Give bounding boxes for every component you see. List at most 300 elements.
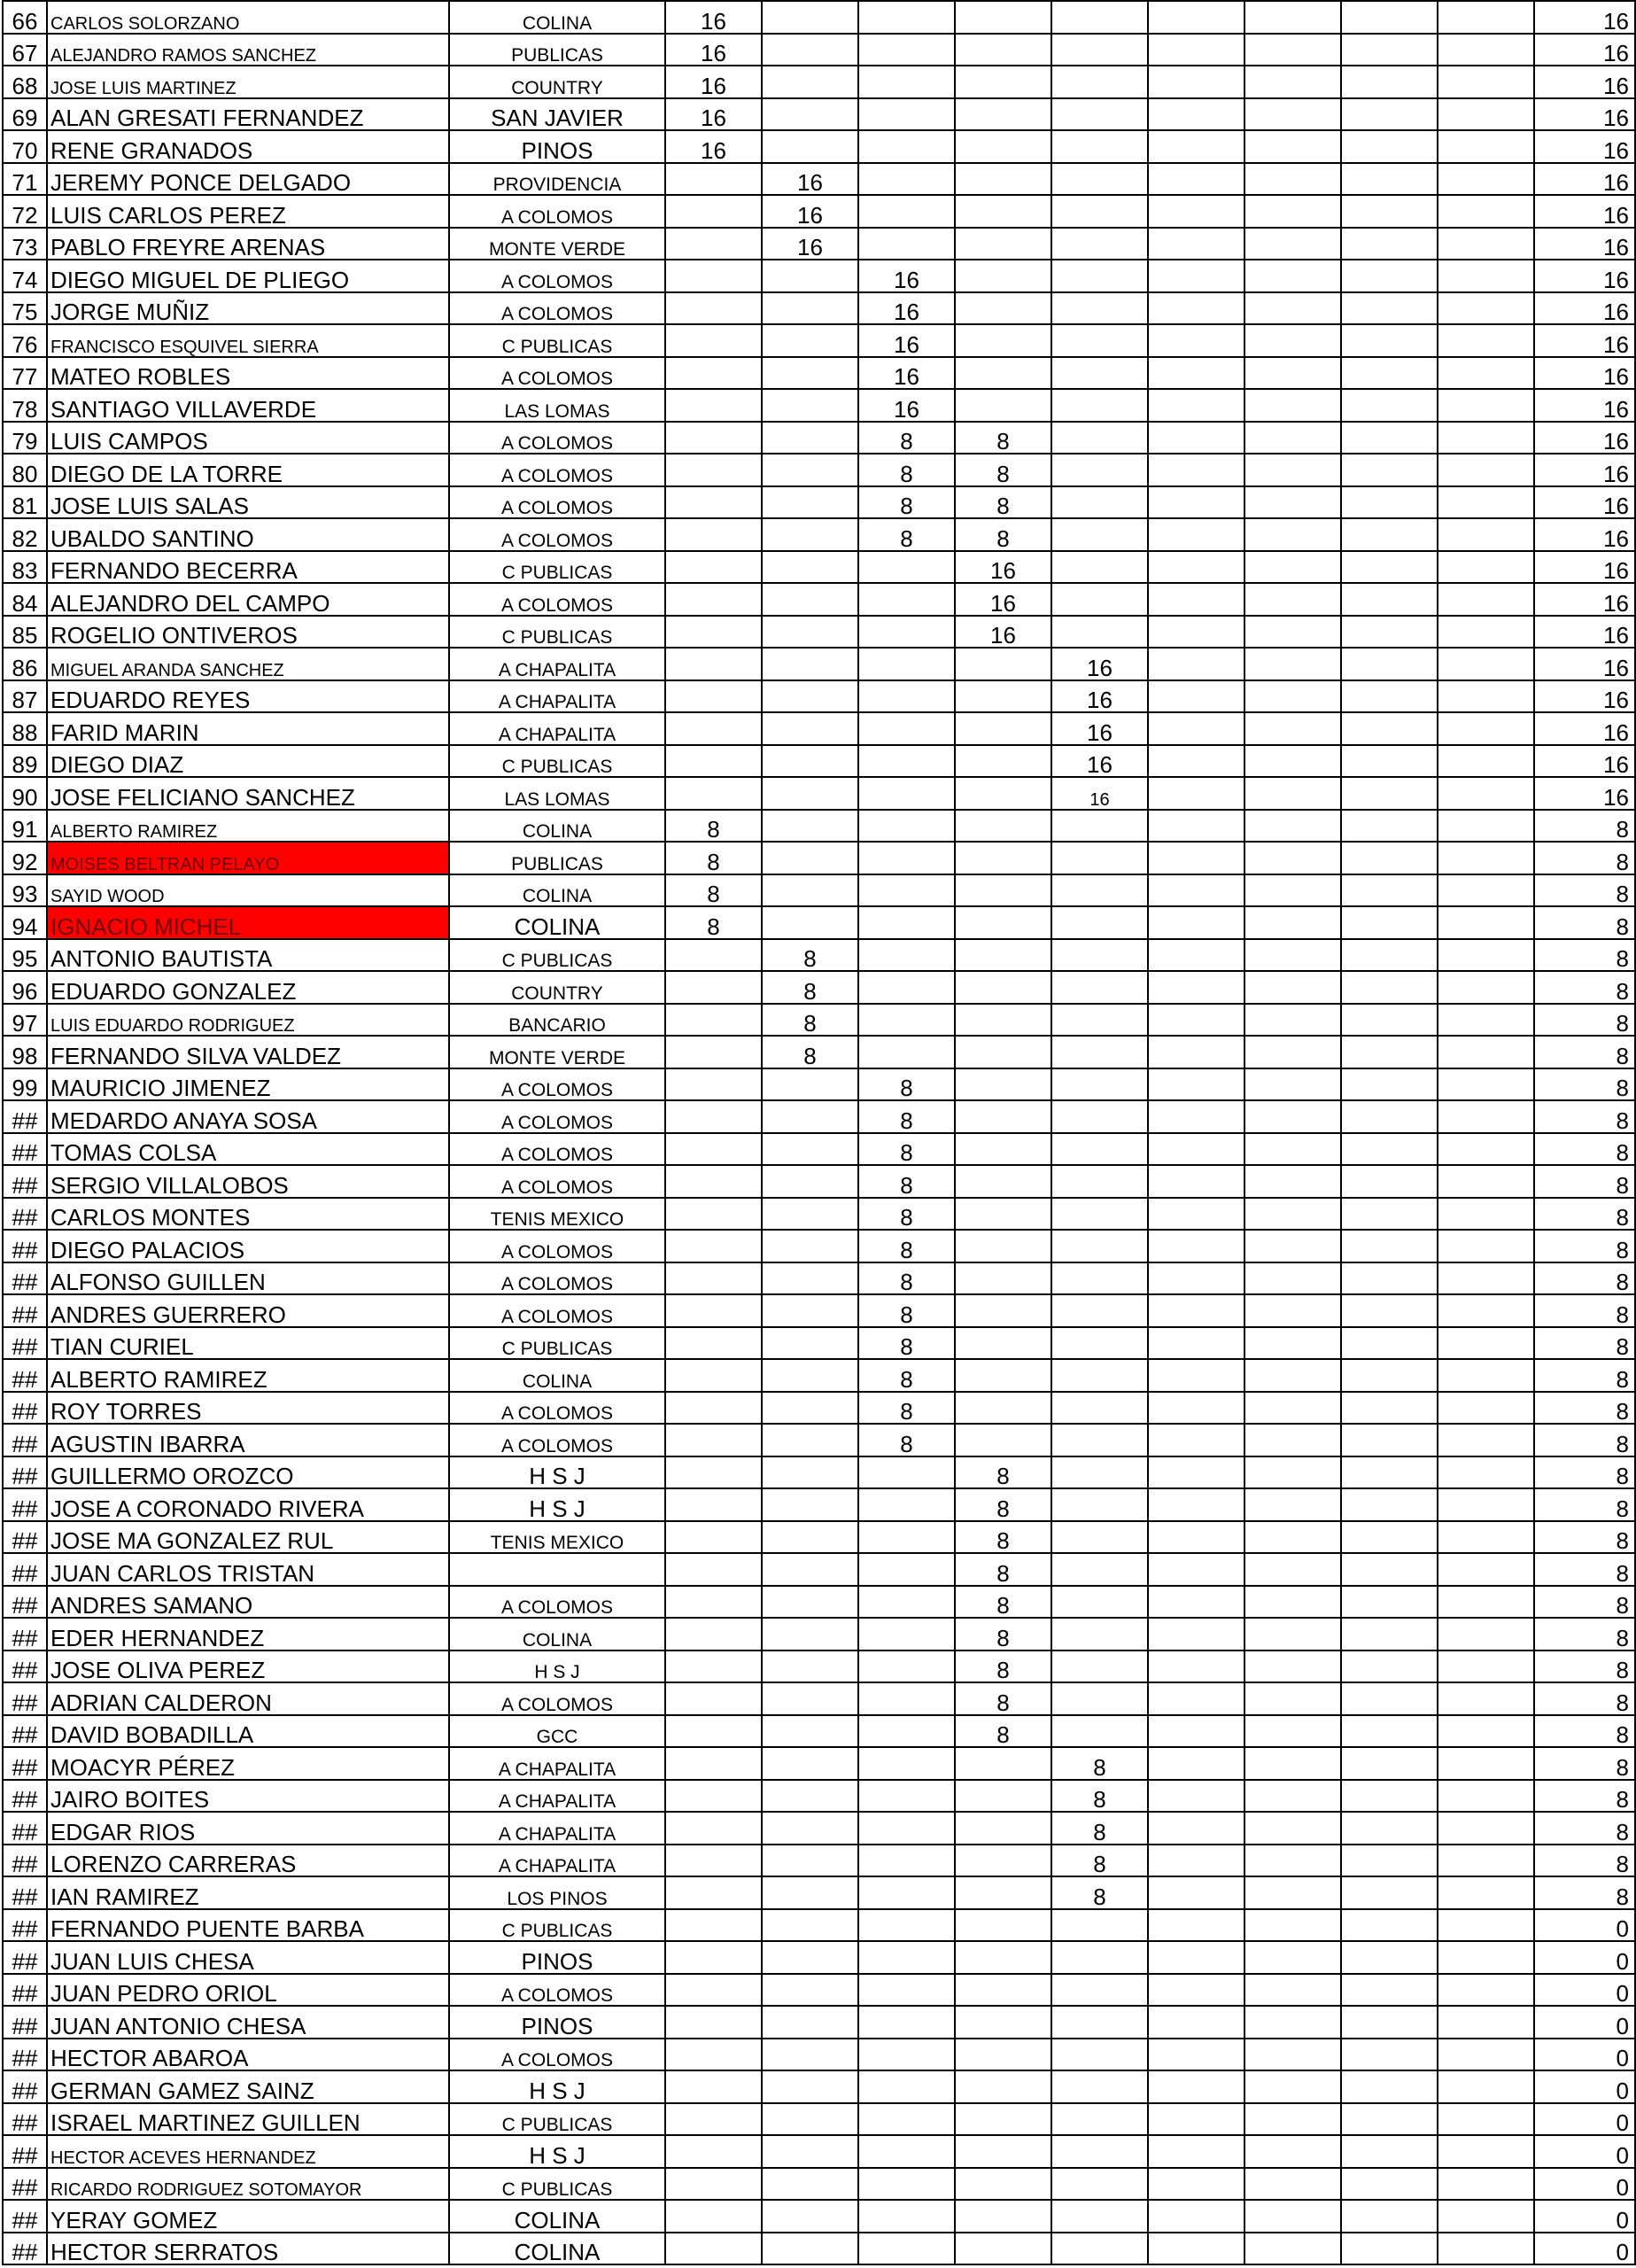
points-cell: [955, 260, 1051, 292]
points-cell: [1051, 1359, 1148, 1392]
points-cell: [762, 1651, 858, 1683]
points-cell: [858, 1, 955, 34]
points-cell: [762, 1974, 858, 2007]
points-cell: [1438, 66, 1534, 98]
points-cell: [1341, 98, 1438, 131]
points-cell: [1148, 1133, 1244, 1166]
player-name-cell: HECTOR ACEVES HERNANDEZ: [47, 2135, 449, 2168]
points-cell: [1148, 1359, 1244, 1392]
points-cell: [1051, 130, 1148, 163]
table-row: [3, 357, 1635, 390]
table-row: [3, 939, 1635, 972]
points-cell: [762, 2168, 858, 2201]
points-cell: 8: [955, 518, 1051, 551]
points-cell: [1051, 1165, 1148, 1198]
club-cell: A CHAPALITA: [449, 1747, 665, 1780]
points-cell: [1341, 1553, 1438, 1586]
points-cell: [1051, 1100, 1148, 1133]
points-cell: 8: [858, 1068, 955, 1101]
points-cell: [762, 1780, 858, 1813]
points-cell: [1438, 1165, 1534, 1198]
points-cell: [665, 1068, 762, 1101]
player-name-cell: ROY TORRES: [47, 1392, 449, 1425]
player-name-cell: RICARDO RODRIGUEZ SOTOMAYOR: [47, 2168, 449, 2201]
table-row: [3, 130, 1635, 163]
points-cell: 16: [1051, 680, 1148, 713]
points-cell: [1148, 1715, 1244, 1748]
points-cell: [1438, 1812, 1534, 1845]
points-cell: [762, 34, 858, 66]
club-cell: C PUBLICAS: [449, 2103, 665, 2136]
points-cell: [1341, 1004, 1438, 1037]
points-cell: [1438, 1133, 1534, 1166]
points-cell: [1244, 98, 1341, 131]
points-cell: [1438, 260, 1534, 292]
table-row: [3, 163, 1635, 196]
points-cell: [955, 1845, 1051, 1877]
points-cell: [955, 98, 1051, 131]
points-cell: [858, 2039, 955, 2071]
total-cell: 16: [1534, 228, 1635, 260]
points-cell: [1051, 1198, 1148, 1231]
points-cell: [1148, 1586, 1244, 1619]
points-cell: [1148, 1780, 1244, 1813]
table-row: [3, 1845, 1635, 1877]
points-cell: [762, 648, 858, 680]
table-row: [3, 2070, 1635, 2103]
rank-cell: ##: [3, 1424, 47, 1456]
points-cell: [762, 712, 858, 745]
points-cell: [1341, 1133, 1438, 1166]
points-cell: [1244, 1456, 1341, 1489]
club-cell: COUNTRY: [449, 971, 665, 1004]
rank-cell: ##: [3, 1488, 47, 1521]
total-cell: 16: [1534, 712, 1635, 745]
points-cell: [1438, 2103, 1534, 2136]
rank-cell: 93: [3, 874, 47, 907]
rank-cell: ##: [3, 1715, 47, 1748]
points-cell: [1244, 1165, 1341, 1198]
table-row: [3, 1262, 1635, 1295]
points-cell: [955, 648, 1051, 680]
rank-cell: ##: [3, 1100, 47, 1133]
points-cell: [1148, 1036, 1244, 1068]
points-cell: [1438, 195, 1534, 228]
points-cell: [762, 66, 858, 98]
points-cell: [1148, 2200, 1244, 2233]
total-cell: 0: [1534, 2070, 1635, 2103]
player-name-cell: JOSE LUIS SALAS: [47, 486, 449, 519]
points-cell: [955, 389, 1051, 422]
points-cell: [1341, 1036, 1438, 1068]
points-cell: 8: [858, 1392, 955, 1425]
points-cell: [1148, 616, 1244, 649]
club-cell: A COLOMOS: [449, 454, 665, 486]
points-cell: [1051, 1133, 1148, 1166]
rank-cell: 76: [3, 324, 47, 357]
club-cell: C PUBLICAS: [449, 2168, 665, 2201]
points-cell: [762, 2070, 858, 2103]
points-cell: [1148, 1488, 1244, 1521]
points-cell: [1051, 195, 1148, 228]
points-cell: [1438, 357, 1534, 390]
player-name-cell: JUAN LUIS CHESA: [47, 1941, 449, 1974]
points-cell: [762, 1456, 858, 1489]
points-cell: [955, 1424, 1051, 1456]
points-cell: [1438, 1198, 1534, 1231]
points-cell: [1051, 1909, 1148, 1942]
rank-cell: 87: [3, 680, 47, 713]
points-cell: [1341, 680, 1438, 713]
points-cell: [1341, 195, 1438, 228]
points-cell: [1148, 551, 1244, 584]
points-cell: [1148, 1198, 1244, 1231]
club-cell: A COLOMOS: [449, 292, 665, 325]
points-cell: [665, 777, 762, 810]
table-row: [3, 1715, 1635, 1748]
points-cell: [1148, 1618, 1244, 1651]
points-cell: 16: [665, 34, 762, 66]
points-cell: [858, 939, 955, 972]
points-cell: [1051, 1068, 1148, 1101]
rank-cell: ##: [3, 1133, 47, 1166]
rank-cell: ##: [3, 1682, 47, 1715]
points-cell: [1051, 1036, 1148, 1068]
club-cell: COLINA: [449, 1359, 665, 1392]
total-cell: 0: [1534, 2039, 1635, 2071]
points-cell: [1438, 1424, 1534, 1456]
points-cell: [1341, 874, 1438, 907]
total-cell: 8: [1534, 1682, 1635, 1715]
points-cell: [1244, 1909, 1341, 1942]
points-cell: [858, 98, 955, 131]
points-cell: [858, 1941, 955, 1974]
points-cell: [1244, 810, 1341, 843]
points-cell: [1438, 1327, 1534, 1360]
player-name-cell: ALBERTO RAMIREZ: [47, 1359, 449, 1392]
points-cell: 8: [762, 1004, 858, 1037]
points-cell: 8: [1051, 1747, 1148, 1780]
points-cell: [1438, 939, 1534, 972]
points-cell: [665, 357, 762, 390]
rank-cell: ##: [3, 2039, 47, 2071]
points-cell: [762, 1327, 858, 1360]
points-cell: 16: [665, 98, 762, 131]
total-cell: 8: [1534, 1424, 1635, 1456]
points-cell: [858, 1488, 955, 1521]
points-cell: [955, 2135, 1051, 2168]
points-cell: [1051, 1488, 1148, 1521]
points-cell: [1051, 1974, 1148, 2007]
points-cell: [1244, 1262, 1341, 1295]
points-cell: [762, 130, 858, 163]
points-cell: [1051, 2070, 1148, 2103]
points-cell: [1148, 842, 1244, 874]
rank-cell: 77: [3, 357, 47, 390]
points-cell: [1341, 1294, 1438, 1327]
points-cell: [665, 1392, 762, 1425]
points-cell: [1051, 163, 1148, 196]
club-cell: LOS PINOS: [449, 1876, 665, 1909]
total-cell: 8: [1534, 1553, 1635, 1586]
player-name-cell: IAN RAMIREZ: [47, 1876, 449, 1909]
rank-cell: 66: [3, 1, 47, 34]
points-cell: [1341, 1586, 1438, 1619]
points-cell: [1051, 66, 1148, 98]
points-cell: 8: [665, 810, 762, 843]
points-cell: [1438, 1586, 1534, 1619]
rank-cell: ##: [3, 1651, 47, 1683]
points-cell: [1244, 260, 1341, 292]
rank-cell: 75: [3, 292, 47, 325]
player-name-cell: ALFONSO GUILLEN: [47, 1262, 449, 1295]
player-name-cell: SERGIO VILLALOBOS: [47, 1165, 449, 1198]
points-cell: [1341, 2039, 1438, 2071]
points-cell: [1438, 616, 1534, 649]
table-row: [3, 2103, 1635, 2136]
points-cell: [1244, 1036, 1341, 1068]
points-cell: [858, 1456, 955, 1489]
total-cell: 16: [1534, 422, 1635, 454]
points-cell: [1244, 1100, 1341, 1133]
points-cell: [762, 389, 858, 422]
points-cell: [1051, 34, 1148, 66]
points-cell: 16: [858, 260, 955, 292]
rank-cell: 83: [3, 551, 47, 584]
points-cell: [665, 1294, 762, 1327]
points-cell: [762, 842, 858, 874]
points-cell: [1051, 2006, 1148, 2039]
club-cell: A CHAPALITA: [449, 1845, 665, 1877]
table-row: [3, 1230, 1635, 1262]
table-row: [3, 1359, 1635, 1392]
points-cell: [762, 1488, 858, 1521]
points-cell: [1341, 389, 1438, 422]
points-cell: [1244, 357, 1341, 390]
total-cell: 8: [1534, 939, 1635, 972]
rank-cell: 78: [3, 389, 47, 422]
points-cell: [665, 1974, 762, 2007]
club-cell: PROVIDENCIA: [449, 163, 665, 196]
points-cell: [1438, 1004, 1534, 1037]
points-cell: [1244, 1586, 1341, 1619]
points-cell: [955, 1133, 1051, 1166]
points-cell: [1341, 2200, 1438, 2233]
points-cell: [1438, 583, 1534, 616]
club-cell: A COLOMOS: [449, 1165, 665, 1198]
points-cell: [665, 2200, 762, 2233]
points-cell: [1244, 1294, 1341, 1327]
points-cell: 16: [762, 195, 858, 228]
points-cell: [1341, 130, 1438, 163]
points-cell: [1148, 34, 1244, 66]
points-cell: [858, 2135, 955, 2168]
player-name-cell: JORGE MUÑIZ: [47, 292, 449, 325]
points-cell: [1148, 1100, 1244, 1133]
points-cell: 16: [762, 228, 858, 260]
table-row: [3, 2200, 1635, 2233]
points-cell: [1051, 2135, 1148, 2168]
points-cell: [665, 939, 762, 972]
player-name-cell: CARLOS MONTES: [47, 1198, 449, 1231]
total-cell: 8: [1534, 1392, 1635, 1425]
total-cell: 16: [1534, 1, 1635, 34]
points-cell: 8: [762, 971, 858, 1004]
points-cell: [665, 1100, 762, 1133]
points-cell: [1051, 939, 1148, 972]
points-cell: 8: [1051, 1780, 1148, 1813]
table-row: [3, 292, 1635, 325]
points-cell: 16: [665, 1, 762, 34]
points-cell: [762, 422, 858, 454]
points-cell: [665, 1521, 762, 1554]
club-cell: BANCARIO: [449, 1004, 665, 1037]
club-cell: GCC: [449, 1715, 665, 1748]
points-cell: [762, 1812, 858, 1845]
club-cell: A COLOMOS: [449, 518, 665, 551]
total-cell: 8: [1534, 810, 1635, 843]
points-cell: [858, 1780, 955, 1813]
total-cell: 16: [1534, 486, 1635, 519]
total-cell: 16: [1534, 680, 1635, 713]
table-row: [3, 2006, 1635, 2039]
rank-cell: ##: [3, 1230, 47, 1262]
points-cell: [955, 2006, 1051, 2039]
rank-cell: 88: [3, 712, 47, 745]
points-cell: [1051, 422, 1148, 454]
points-cell: [955, 1909, 1051, 1942]
points-cell: [1438, 2006, 1534, 2039]
points-cell: [665, 195, 762, 228]
points-cell: [1341, 2006, 1438, 2039]
points-cell: [1244, 518, 1341, 551]
club-cell: A CHAPALITA: [449, 680, 665, 713]
points-cell: 8: [955, 422, 1051, 454]
points-cell: [1438, 1682, 1534, 1715]
player-name-cell: HECTOR SERRATOS: [47, 2233, 449, 2265]
total-cell: 16: [1534, 357, 1635, 390]
club-cell: A COLOMOS: [449, 1586, 665, 1619]
total-cell: 0: [1534, 2233, 1635, 2265]
total-cell: 8: [1534, 1521, 1635, 1554]
player-name-cell: YERAY GOMEZ: [47, 2200, 449, 2233]
points-cell: [1244, 583, 1341, 616]
club-cell: COUNTRY: [449, 66, 665, 98]
points-cell: 16: [762, 163, 858, 196]
points-cell: [1244, 2233, 1341, 2265]
points-cell: [858, 34, 955, 66]
total-cell: 0: [1534, 2006, 1635, 2039]
rank-cell: 70: [3, 130, 47, 163]
rank-cell: ##: [3, 1941, 47, 1974]
rank-cell: 98: [3, 1036, 47, 1068]
total-cell: 8: [1534, 1165, 1635, 1198]
table-row: [3, 486, 1635, 519]
points-cell: [1438, 1100, 1534, 1133]
rank-cell: 69: [3, 98, 47, 131]
total-cell: 8: [1534, 1812, 1635, 1845]
rank-cell: 71: [3, 163, 47, 196]
points-cell: [1438, 1262, 1534, 1295]
club-cell: A COLOMOS: [449, 486, 665, 519]
points-cell: [762, 2233, 858, 2265]
points-cell: [1148, 1812, 1244, 1845]
points-cell: [955, 906, 1051, 939]
points-cell: [762, 583, 858, 616]
club-cell: A COLOMOS: [449, 260, 665, 292]
points-cell: [1148, 2039, 1244, 2071]
points-cell: [665, 1036, 762, 1068]
points-cell: [1341, 228, 1438, 260]
points-cell: [1438, 389, 1534, 422]
points-cell: [1148, 1327, 1244, 1360]
points-cell: [665, 2233, 762, 2265]
points-cell: [665, 616, 762, 649]
points-cell: [1051, 810, 1148, 843]
table-body: [3, 1, 1635, 2264]
player-name-cell: DIEGO DIAZ: [47, 745, 449, 778]
total-cell: 8: [1534, 1294, 1635, 1327]
points-cell: [665, 486, 762, 519]
player-name-cell: JOSE LUIS MARTINEZ: [47, 66, 449, 98]
points-cell: [1148, 712, 1244, 745]
points-cell: [1244, 842, 1341, 874]
points-cell: 8: [858, 1133, 955, 1166]
table-row: [3, 1294, 1635, 1327]
points-cell: [1051, 1715, 1148, 1748]
player-name-cell: RENE GRANADOS: [47, 130, 449, 163]
total-cell: 0: [1534, 1974, 1635, 2007]
points-cell: [1148, 810, 1244, 843]
points-cell: [1341, 648, 1438, 680]
points-cell: [1438, 810, 1534, 843]
rank-cell: 90: [3, 777, 47, 810]
points-cell: [955, 1876, 1051, 1909]
club-cell: C PUBLICAS: [449, 551, 665, 584]
points-cell: [1341, 1392, 1438, 1425]
points-cell: [955, 2233, 1051, 2265]
rank-cell: ##: [3, 2006, 47, 2039]
total-cell: 8: [1534, 874, 1635, 907]
points-cell: [1438, 1974, 1534, 2007]
total-cell: 8: [1534, 971, 1635, 1004]
points-cell: 16: [1051, 648, 1148, 680]
points-cell: [1341, 34, 1438, 66]
points-cell: [1244, 389, 1341, 422]
points-cell: [1148, 260, 1244, 292]
rank-cell: 84: [3, 583, 47, 616]
total-cell: 8: [1534, 1198, 1635, 1231]
points-cell: 8: [665, 874, 762, 907]
player-name-cell: EDUARDO REYES: [47, 680, 449, 713]
club-cell: COLINA: [449, 1, 665, 34]
points-cell: [1051, 1618, 1148, 1651]
points-cell: [1051, 486, 1148, 519]
points-cell: [1244, 2135, 1341, 2168]
points-cell: [858, 810, 955, 843]
player-name-cell: HECTOR ABAROA: [47, 2039, 449, 2071]
points-cell: [1438, 1230, 1534, 1262]
rank-cell: ##: [3, 1586, 47, 1619]
total-cell: 16: [1534, 292, 1635, 325]
points-cell: [665, 1618, 762, 1651]
points-cell: [1341, 1230, 1438, 1262]
points-cell: [1341, 2233, 1438, 2265]
points-cell: [955, 1004, 1051, 1037]
club-cell: A COLOMOS: [449, 1682, 665, 1715]
points-cell: 8: [858, 1327, 955, 1360]
points-cell: [762, 1553, 858, 1586]
